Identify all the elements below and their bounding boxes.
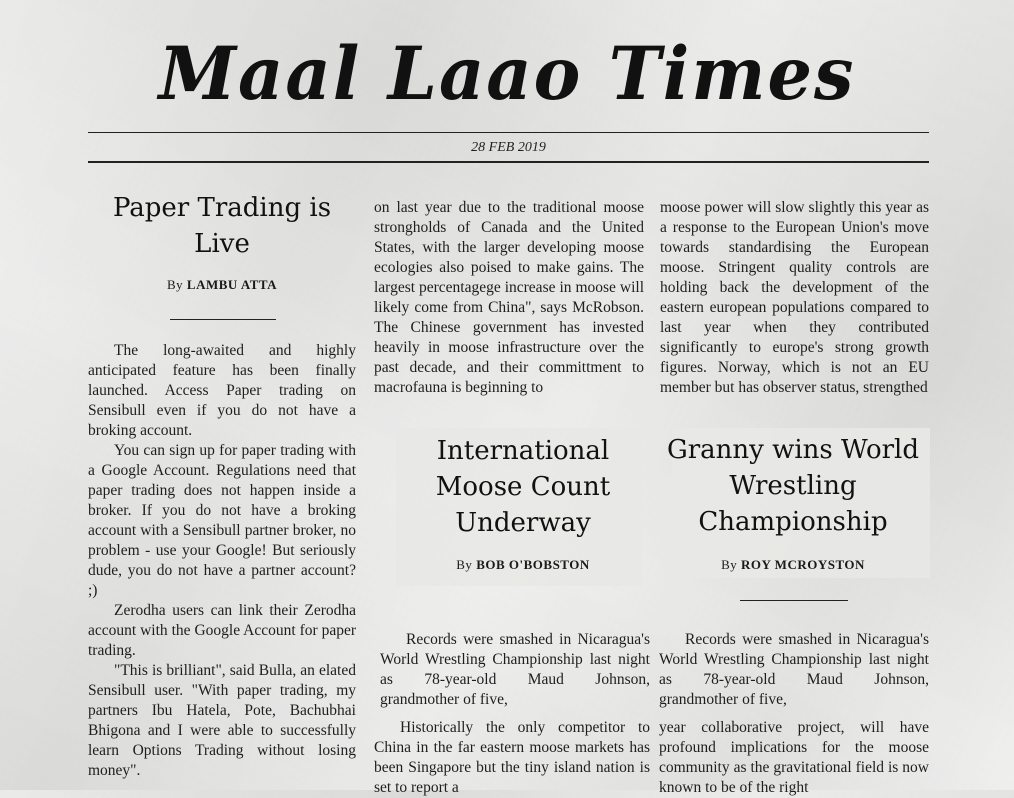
byline-author: LAMBU ATTA <box>186 277 278 292</box>
column2-bottom-text <box>374 630 650 798</box>
article1-byline <box>88 277 356 293</box>
article1-paragraph-4: "This is brilliant", said Bulla, an elated Sensibull user. "With paper trading, my partners Ibu Hatela, Pote, Bachubhai Bhigona and I were able to successfully learn Options Trading without losing money". <box>88 662 356 779</box>
byline-prefix: By <box>721 557 738 572</box>
article1-separator <box>170 319 276 320</box>
article1-headline: Paper Trading is Live <box>112 193 332 259</box>
article2-byline <box>400 557 646 573</box>
column3-top-paragraph: moose power will slow slightly this year as a response to the European Union's move towards standardising the European moose. Stringent quality controls are holding back the development of the eastern european populations compared to last year when they contributed significantly to europe's strong growth figures. Norway, which is not an EU member but has observer status, strengthed <box>660 199 929 396</box>
column2-bottom-paragraph-1: Records were smashed in Nicaragua's World Wrestling Championship last night as 78-year-old Maud Johnson, grandmother of five, <box>380 631 650 708</box>
article3-byline <box>664 557 922 573</box>
byline-prefix: By <box>456 557 473 572</box>
issue-date: 28 FEB 2019 <box>471 140 546 155</box>
column3-bottom-text <box>659 630 929 798</box>
article2-headline: International Moose Count Underway <box>435 436 611 538</box>
column2-bottom-paragraph-2: Historically the only competitor to China in the far eastern moose markets has been Singapore but the tiny island nation is set to report a <box>374 719 650 796</box>
masthead-top-rule <box>88 132 929 133</box>
article1-paragraph-1: The long-awaited and highly anticipated feature has been finally launched. Access Paper trading on Sensibull even if you do not have a broking account. <box>88 342 356 439</box>
column2-top-paragraph: on last year due to the traditional moose strongholds of Canada and the United States, with the larger developing moose ecologies also poised to make gains. The largest percentagege increase in moose will likely come from China", says McRobson. The Chinese government has invested heavily in moose infrastructure over the past decade, and their committment to macrofauna is beginning to <box>374 199 644 396</box>
article3-separator <box>740 600 848 601</box>
masthead-bottom-rule <box>88 161 929 163</box>
article3-headline: Granny wins World Wrestling Championship <box>666 435 920 537</box>
article1-paragraph-3: Zerodha users can link their Zerodha account with the Google Account for paper trading. <box>88 602 356 659</box>
newspaper-masthead: Maal Laao Times <box>158 29 856 118</box>
column3-bottom-paragraph-2: year collaborative project, will have profound implications for the moose community as the gravitational field is now known to be of the right <box>659 719 929 796</box>
column3-bottom-paragraph-1: Records were smashed in Nicaragua's World Wrestling Championship last night as 78-year-old Maud Johnson, grandmother of five, <box>659 631 929 708</box>
byline-author: BOB O'BOBSTON <box>476 557 590 572</box>
column2-top-text <box>374 198 644 398</box>
column3-top-text <box>660 198 929 398</box>
byline-prefix: By <box>166 277 184 292</box>
article1-body <box>88 341 356 781</box>
article1-paragraph-2: You can sign up for paper trading with a Google Account. Regulations need that paper trading does not happen inside a broker. If you do not have a broking account with a Sensibull partner broker, no problem - use your Google! But seriously dude, you do not have a partner account? ;) <box>88 442 356 599</box>
byline-author: ROY MCROYSTON <box>741 557 865 572</box>
